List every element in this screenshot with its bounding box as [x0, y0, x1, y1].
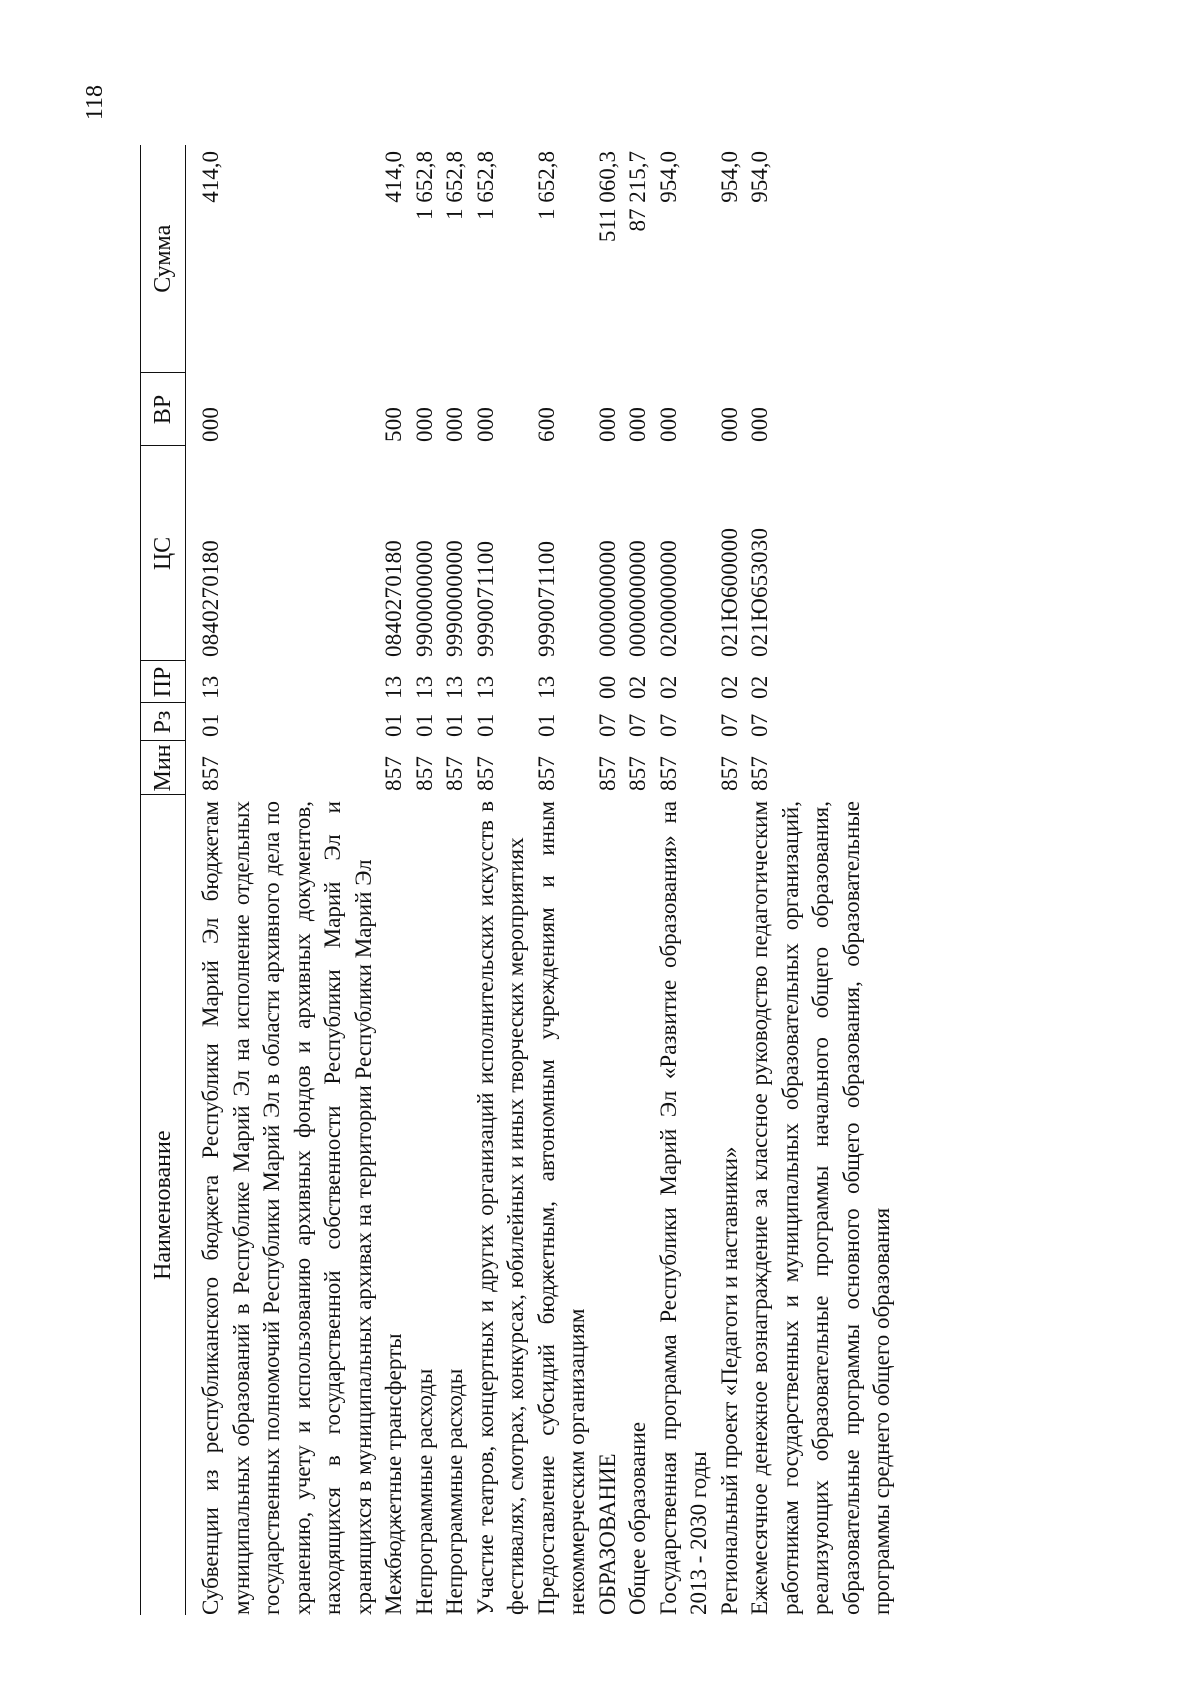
- row-sum: 1 652,8: [411, 151, 437, 220]
- row-vr: 000: [198, 406, 223, 442]
- row-name: ОБРАЗОВАНИЕ: [594, 1453, 620, 1615]
- table-row: [623, 145, 654, 1615]
- row-name: Государственная программа Республики Марий Эл «Развитие образования» на 2013 - 2030 годы: [655, 801, 711, 1615]
- row-pr: 13: [472, 675, 498, 699]
- row-min: 857: [625, 755, 650, 791]
- row-sum: 1 652,8: [533, 151, 559, 220]
- row-sum: 511 060,3: [594, 151, 620, 243]
- row-pr: 13: [198, 675, 223, 699]
- row-min: 857: [381, 755, 406, 791]
- row-pr: 13: [442, 675, 467, 699]
- row-name: Ежемесячное денежное вознаграждение за классное руководство педагогическим работникам государственных и муниципальных образовательных организаций, реализующих образовательные программы начального общего образования, образовательные программы основного общего образования, образовательные программы среднего общего образования: [747, 801, 894, 1615]
- row-vr: 500: [381, 406, 406, 442]
- row-name: Региональный проект «Педагоги и наставники»: [716, 1146, 742, 1615]
- row-pr: 13: [533, 675, 559, 699]
- row-pr: 00: [594, 675, 620, 699]
- row-min: 857: [411, 755, 437, 791]
- table-row: [186, 145, 380, 1615]
- row-vr: 000: [625, 406, 650, 442]
- row-vr: 000: [747, 406, 772, 442]
- page-number: 118: [82, 85, 108, 121]
- row-name: Непрограммные расходы: [442, 1368, 467, 1615]
- row-name: Предоставление субсидий бюджетным, автономным учреждениям и иным некоммерческим организациям: [533, 801, 589, 1615]
- row-min: 857: [747, 755, 772, 791]
- header-pr: ПР: [141, 661, 186, 703]
- table-row: [532, 145, 593, 1615]
- row-cs: 0840270180: [198, 540, 223, 657]
- row-vr: 000: [411, 406, 437, 442]
- table-row: [410, 145, 441, 1615]
- table-row: [745, 145, 898, 1615]
- rotated-content: [82, 63, 894, 1615]
- row-pr: 02: [655, 675, 681, 699]
- row-vr: 000: [442, 406, 467, 442]
- row-rz: 01: [198, 713, 223, 737]
- row-vr: 000: [472, 406, 498, 442]
- row-rz: 07: [716, 713, 742, 737]
- row-cs: 0840270180: [381, 540, 406, 657]
- row-rz: 01: [472, 713, 498, 737]
- table-row: [471, 145, 532, 1615]
- row-cs: 021Ю600000: [716, 527, 742, 657]
- row-vr: 000: [655, 406, 681, 442]
- table-row: [654, 145, 715, 1615]
- row-min: 857: [594, 755, 620, 791]
- budget-table: [140, 145, 898, 1615]
- row-name: Участие театров, концертных и других организаций исполнительских искусств в фестивалях, смотрах, конкурсах, юбилейных и иных творческих мероприятиях: [472, 801, 528, 1615]
- row-cs: 0000000000: [594, 540, 620, 657]
- table-row: [379, 145, 410, 1615]
- row-rz: 07: [747, 713, 772, 737]
- header-min: Мин: [141, 741, 186, 795]
- table-row: [715, 145, 746, 1615]
- row-cs: 9990071100: [533, 540, 559, 657]
- row-vr: 000: [594, 406, 620, 442]
- row-sum: 414,0: [381, 151, 406, 203]
- row-rz: 01: [442, 713, 467, 737]
- header-name: Наименование: [141, 795, 186, 1615]
- row-rz: 01: [533, 713, 559, 737]
- row-rz: 07: [625, 713, 650, 737]
- row-rz: 07: [655, 713, 681, 737]
- row-pr: 02: [716, 675, 742, 699]
- row-sum: 954,0: [716, 151, 742, 203]
- row-cs: 0200000000: [655, 540, 681, 657]
- row-min: 857: [198, 755, 223, 791]
- header-rz: Рз: [141, 703, 186, 741]
- row-name: Непрограммные расходы: [411, 1368, 437, 1615]
- row-pr: 13: [381, 675, 406, 699]
- row-cs: 9990000000: [442, 540, 467, 657]
- row-sum: 954,0: [747, 151, 772, 203]
- header-cs: ЦС: [141, 446, 186, 661]
- row-pr: 13: [411, 675, 437, 699]
- row-name: Субвенции из республиканского бюджета Республики Марий Эл бюджетам муниципальных образований в Республике Марий Эл на исполнение отдельных государственных полномочий Республики Марий Эл в области архивного дела по хранению, учету и использованию архивных фондов и архивных документов, находящихся в государственной собственности Республики Марий Эл и хранящихся в муниципальных архивах на территории Республики Марий Эл: [198, 801, 376, 1615]
- row-min: 857: [442, 755, 467, 791]
- row-sum: 954,0: [655, 151, 681, 203]
- row-sum: 1 652,8: [472, 151, 498, 220]
- row-cs: 9900000000: [411, 540, 437, 657]
- table-row: [440, 145, 471, 1615]
- table-body: [186, 145, 898, 1615]
- row-name: Межбюджетные трансферты: [381, 1333, 406, 1615]
- row-name: Общее образование: [625, 1421, 650, 1615]
- row-pr: 02: [747, 675, 772, 699]
- table-header-row: [141, 145, 186, 1615]
- row-rz: 01: [411, 713, 437, 737]
- row-sum: 1 652,8: [442, 151, 467, 220]
- row-min: 857: [533, 755, 559, 791]
- row-cs: 0000000000: [625, 540, 650, 657]
- table-row: [593, 145, 624, 1615]
- row-pr: 02: [625, 675, 650, 699]
- row-min: 857: [716, 755, 742, 791]
- row-vr: 000: [716, 406, 742, 442]
- row-rz: 01: [381, 713, 406, 737]
- row-vr: 600: [533, 406, 559, 442]
- row-sum: 414,0: [198, 151, 223, 203]
- row-min: 857: [655, 755, 681, 791]
- row-cs: 9990071100: [472, 540, 498, 657]
- header-vr: ВР: [141, 373, 186, 446]
- row-sum: 87 215,7: [625, 151, 650, 232]
- header-sum: Сумма: [141, 145, 186, 373]
- row-rz: 07: [594, 713, 620, 737]
- row-min: 857: [472, 755, 498, 791]
- row-cs: 021Ю653030: [747, 527, 772, 657]
